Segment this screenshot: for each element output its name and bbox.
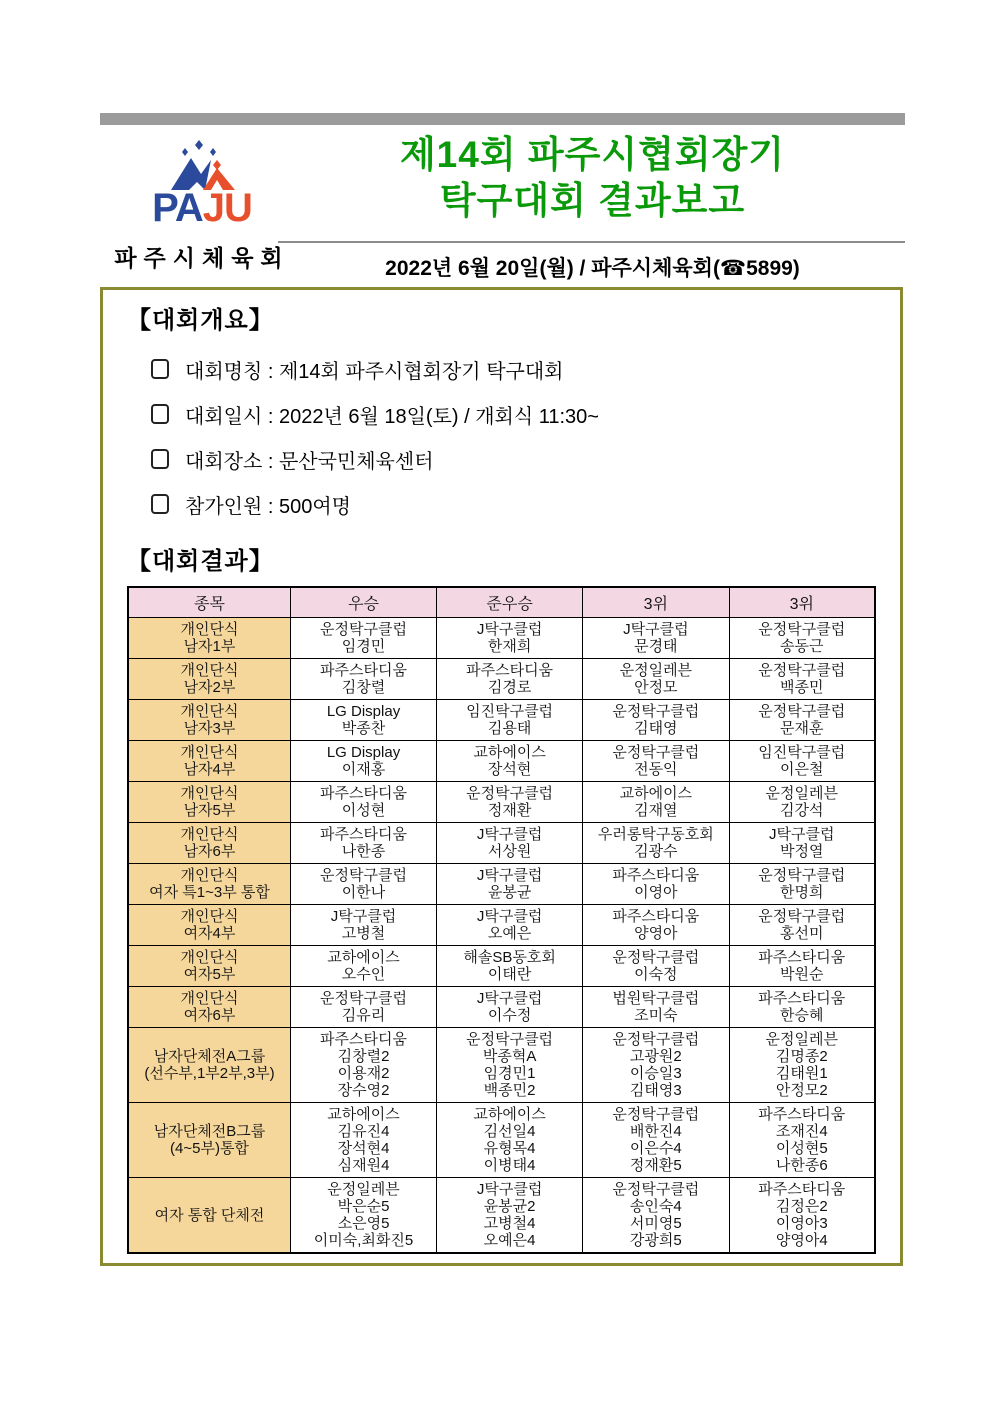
result-cell: 운정탁구클럽 문재훈 bbox=[729, 700, 875, 741]
logo-pa-text: PA bbox=[152, 186, 203, 230]
checkbox-icon bbox=[151, 449, 169, 469]
report-title-line1: 제14회 파주시협회장기 bbox=[399, 134, 786, 175]
result-cell: 운정일레븐 박은순5 소은영5 이미숙,최화진5 bbox=[290, 1178, 436, 1254]
overview-heading: 【대회개요】 bbox=[127, 307, 274, 334]
result-cell: 교하에이스 오수인 bbox=[290, 946, 436, 987]
event-cell: 개인단식 남자1부 bbox=[128, 618, 290, 659]
result-cell: LG Display 이재홍 bbox=[290, 741, 436, 782]
result-cell: 운정탁구클럽 백종민 bbox=[729, 659, 875, 700]
result-cell: 운정탁구클럽 김태영 bbox=[583, 700, 729, 741]
paju-logo-text bbox=[112, 188, 292, 228]
report-title-line2: 탁구대회 결과보고 bbox=[439, 180, 746, 221]
logo-ju-text: JU bbox=[202, 186, 252, 230]
top-accent-bar bbox=[100, 113, 905, 125]
paju-logo bbox=[112, 138, 292, 273]
overview-item-text: 대회장소 : 문산국민체육센터 bbox=[185, 450, 434, 473]
results-heading: 【대회결과】 bbox=[127, 548, 274, 575]
table-row bbox=[128, 1103, 875, 1178]
result-cell: 운정일레븐 김강석 bbox=[729, 782, 875, 823]
results-table-body bbox=[128, 618, 875, 1254]
result-cell: J탁구클럽 고병철 bbox=[290, 905, 436, 946]
checkbox-icon bbox=[151, 404, 169, 424]
table-header-row bbox=[128, 587, 875, 618]
result-cell: J탁구클럽 오예은 bbox=[437, 905, 583, 946]
event-cell: 개인단식 여자6부 bbox=[128, 987, 290, 1028]
overview-item bbox=[151, 401, 876, 427]
table-row bbox=[128, 741, 875, 782]
org-name: 파주시체육회 bbox=[114, 245, 290, 271]
result-cell: 운정탁구클럽 배한진4 이은수4 정재환5 bbox=[583, 1103, 729, 1178]
table-row bbox=[128, 782, 875, 823]
result-cell: 임진탁구클럽 이은철 bbox=[729, 741, 875, 782]
result-cell: 파주스타디움 이성현 bbox=[290, 782, 436, 823]
result-cell: 임진탁구클럽 김용태 bbox=[437, 700, 583, 741]
column-header-winner: 우승 bbox=[290, 587, 436, 618]
overview-item bbox=[151, 356, 876, 382]
result-cell: 운정탁구클럽 이숙정 bbox=[583, 946, 729, 987]
checkbox-icon bbox=[151, 359, 169, 379]
checkbox-icon bbox=[151, 494, 169, 514]
table-row bbox=[128, 823, 875, 864]
result-cell: 운정탁구클럽 고광원2 이승일3 김태영3 bbox=[583, 1028, 729, 1103]
result-cell: LG Display 박종찬 bbox=[290, 700, 436, 741]
result-cell: J탁구클럽 박정열 bbox=[729, 823, 875, 864]
result-cell: 운정탁구클럽 정재환 bbox=[437, 782, 583, 823]
result-cell: 운정탁구클럽 한명희 bbox=[729, 864, 875, 905]
result-cell: 운정일레븐 안정모 bbox=[583, 659, 729, 700]
result-cell: J탁구클럽 윤봉균2 고병철4 오예은4 bbox=[437, 1178, 583, 1254]
table-row bbox=[128, 1178, 875, 1254]
result-cell: 운정탁구클럽 임경민 bbox=[290, 618, 436, 659]
result-cell: 파주스타디움 김정은2 이영아3 양영아4 bbox=[729, 1178, 875, 1254]
report-body-panel bbox=[100, 287, 903, 1266]
table-row bbox=[128, 618, 875, 659]
result-cell: J탁구클럽 한재희 bbox=[437, 618, 583, 659]
result-cell: 파주스타디움 김경로 bbox=[437, 659, 583, 700]
table-row bbox=[128, 864, 875, 905]
event-cell: 개인단식 여자4부 bbox=[128, 905, 290, 946]
result-cell: 운정탁구클럽 이한나 bbox=[290, 864, 436, 905]
result-cell: 운정탁구클럽 전동익 bbox=[583, 741, 729, 782]
table-row bbox=[128, 987, 875, 1028]
result-cell: 파주스타디움 박원순 bbox=[729, 946, 875, 987]
overview-item-text: 대회일시 : 2022년 6월 18일(토) / 개회식 11:30~ bbox=[185, 405, 599, 428]
result-cell: 파주스타디움 한승혜 bbox=[729, 987, 875, 1028]
table-row bbox=[128, 946, 875, 987]
result-cell: 파주스타디움 김창렬2 이용재2 장수영2 bbox=[290, 1028, 436, 1103]
result-cell: J탁구클럽 이수정 bbox=[437, 987, 583, 1028]
event-cell: 개인단식 남자3부 bbox=[128, 700, 290, 741]
overview-item bbox=[151, 446, 876, 472]
column-header-event: 종목 bbox=[128, 587, 290, 618]
report-title bbox=[280, 132, 905, 224]
result-cell: 교하에이스 김선일4 유형목4 이병태4 bbox=[437, 1103, 583, 1178]
overview-item-text: 참가인원 : 500여명 bbox=[185, 495, 351, 518]
result-cell: 파주스타디움 김창렬 bbox=[290, 659, 436, 700]
result-cell: 운정탁구클럽 송인숙4 서미영5 강광희5 bbox=[583, 1178, 729, 1254]
result-cell: 운정탁구클럽 김유리 bbox=[290, 987, 436, 1028]
result-cell: 법원탁구클럽 조미숙 bbox=[583, 987, 729, 1028]
table-row bbox=[128, 1028, 875, 1103]
event-cell: 개인단식 남자4부 bbox=[128, 741, 290, 782]
event-cell: 개인단식 여자5부 bbox=[128, 946, 290, 987]
result-cell: 파주스타디움 조재진4 이성현5 나한종6 bbox=[729, 1103, 875, 1178]
result-cell: 운정탁구클럽 홍선미 bbox=[729, 905, 875, 946]
result-cell: J탁구클럽 문경태 bbox=[583, 618, 729, 659]
result-cell: J탁구클럽 윤봉균 bbox=[437, 864, 583, 905]
result-cell: 운정탁구클럽 송동근 bbox=[729, 618, 875, 659]
result-cell: 파주스타디움 이영아 bbox=[583, 864, 729, 905]
result-cell: J탁구클럽 서상원 bbox=[437, 823, 583, 864]
result-cell: 우러롱탁구동호회 김광수 bbox=[583, 823, 729, 864]
result-cell: 파주스타디움 나한종 bbox=[290, 823, 436, 864]
overview-item bbox=[151, 491, 876, 517]
result-cell: 교하에이스 김재열 bbox=[583, 782, 729, 823]
event-cell: 개인단식 여자 특1~3부 통합 bbox=[128, 864, 290, 905]
event-cell: 개인단식 남자5부 bbox=[128, 782, 290, 823]
event-cell: 남자단체전B그룹 (4~5부)통합 bbox=[128, 1103, 290, 1178]
report-date: 2022년 6월 20일(월) / 파주시체육회(☎5899) bbox=[385, 257, 800, 280]
result-cell: 교하에이스 김유진4 장석현4 심재원4 bbox=[290, 1103, 436, 1178]
result-cell: 해솔SB동호회 이태란 bbox=[437, 946, 583, 987]
result-cell: 파주스타디움 양영아 bbox=[583, 905, 729, 946]
overview-item-text: 대회명칭 : 제14회 파주시협회장기 탁구대회 bbox=[185, 360, 564, 383]
event-cell: 여자 통합 단체전 bbox=[128, 1178, 290, 1254]
table-row bbox=[128, 700, 875, 741]
result-cell: 운정일레븐 김명종2 김태원1 안정모2 bbox=[729, 1028, 875, 1103]
result-cell: 운정탁구클럽 박종혁A 임경민1 백종민2 bbox=[437, 1028, 583, 1103]
overview-list bbox=[151, 356, 876, 517]
column-header-runnerup: 준우승 bbox=[437, 587, 583, 618]
column-header-third-a: 3위 bbox=[583, 587, 729, 618]
event-cell: 개인단식 남자2부 bbox=[128, 659, 290, 700]
table-row bbox=[128, 659, 875, 700]
event-cell: 개인단식 남자6부 bbox=[128, 823, 290, 864]
table-row bbox=[128, 905, 875, 946]
event-cell: 남자단체전A그룹 (선수부,1부2부,3부) bbox=[128, 1028, 290, 1103]
column-header-third-b: 3위 bbox=[729, 587, 875, 618]
results-table bbox=[127, 586, 876, 1254]
header-divider bbox=[278, 241, 905, 243]
result-cell: 교하에이스 장석현 bbox=[437, 741, 583, 782]
